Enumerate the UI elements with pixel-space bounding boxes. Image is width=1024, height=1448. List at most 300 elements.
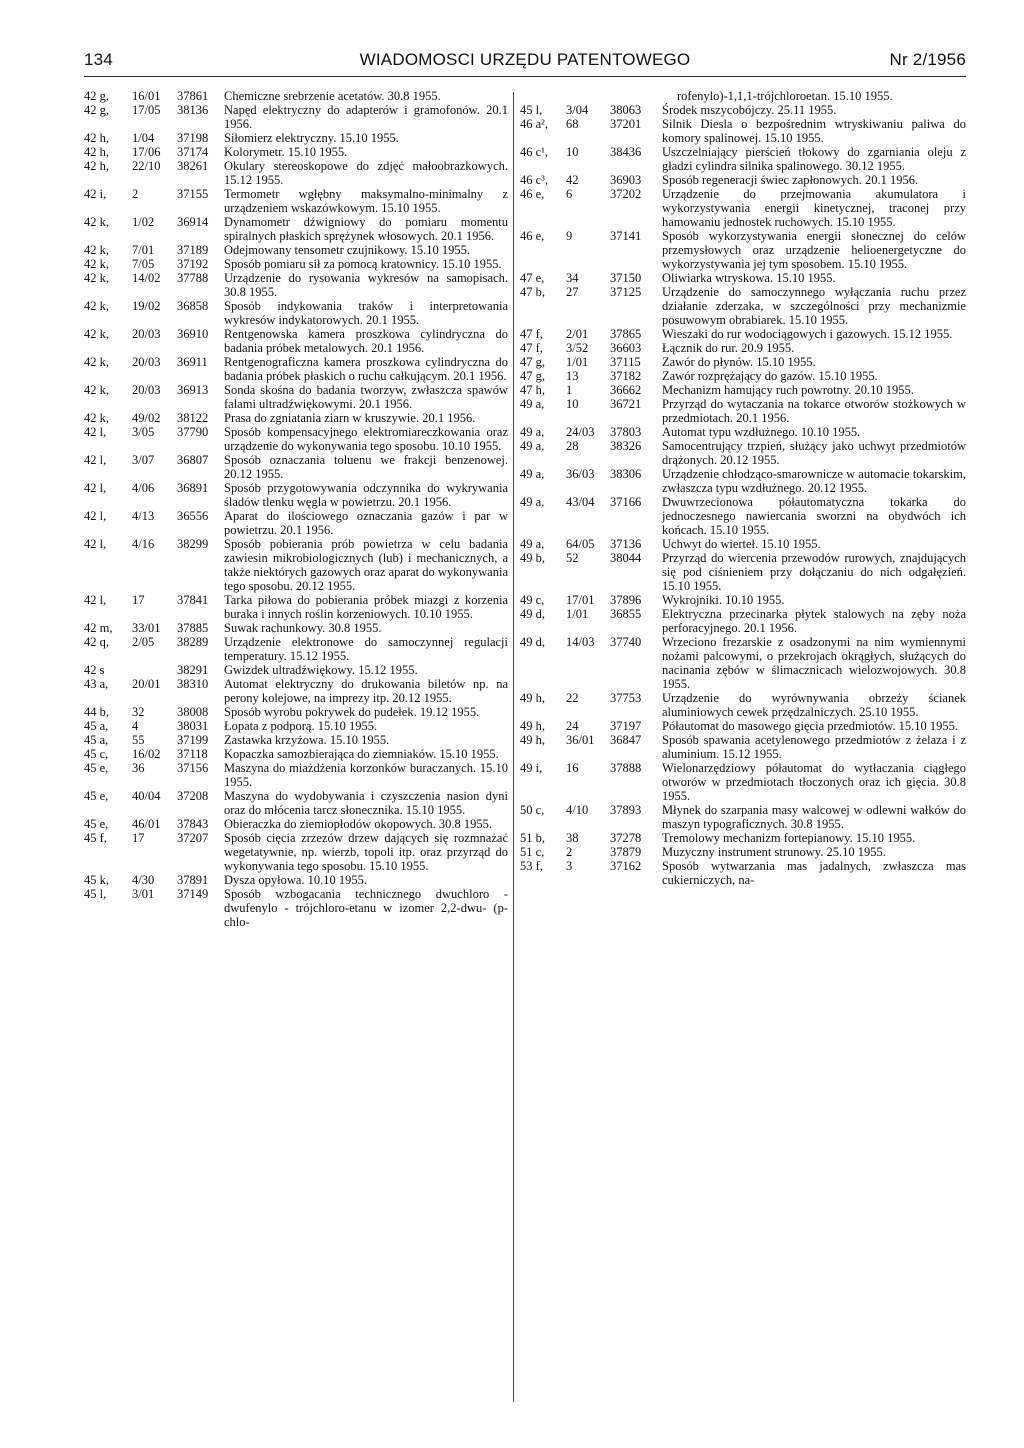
patent-entry xyxy=(84,425,508,453)
patent-title: Sposób indykowania traków i interpretowania wykresów indykatorowych. 20.1 1955. xyxy=(224,299,508,327)
patent-entry xyxy=(84,537,508,593)
patent-number: 37118 xyxy=(177,747,208,761)
patent-class: 47 f, xyxy=(520,327,543,341)
patent-title: Sposób pobierania prób powietrza w celu badania zawiesin mikrobiologicznych (lub) i mechanicznych, a także niektórych gazowych oraz aparat do wykonywania tego sposobu. 20.12 1955. xyxy=(224,537,508,593)
patent-class: 42 l, xyxy=(84,425,107,439)
patent-class: 42 h, xyxy=(84,131,109,145)
patent-entry xyxy=(520,467,966,495)
patent-subclass: 4/16 xyxy=(132,537,155,551)
patent-subclass: 52 xyxy=(566,551,579,565)
patent-entry xyxy=(84,257,508,271)
patent-number: 36903 xyxy=(610,173,642,187)
patent-subclass: 17/06 xyxy=(132,145,161,159)
patent-subclass: 33/01 xyxy=(132,621,161,635)
patent-class: 49 d, xyxy=(520,607,545,621)
patent-subclass: 68 xyxy=(566,117,579,131)
patent-title: Sposób wzbogacania technicznego dwuchloro - dwufenylo - trójchloro-etanu w izomer 2,2-dwu- (p-chlo- xyxy=(224,887,508,929)
patent-subclass: 10 xyxy=(566,397,579,411)
patent-entry xyxy=(84,355,508,383)
patent-number: 36721 xyxy=(610,397,642,411)
patent-title: Sposób oznaczania toluenu we frakcji benzenowej. 20.12 1955. xyxy=(224,453,508,481)
patent-title: Siłomierz elektryczny. 15.10 1955. xyxy=(224,131,399,145)
patent-title: Sposób przygotowywania odczynnika do wykrywania śladów tlenku węgla w powietrzu. 20.1 1956. xyxy=(224,481,508,509)
patent-title: Sonda skośna do badania tworzyw, zwłaszcza spawów falami ultradźwiękowymi. 20.1 1956. xyxy=(224,383,508,411)
patent-number: 38261 xyxy=(177,159,209,173)
patent-entry xyxy=(520,187,966,229)
patent-number: 36603 xyxy=(610,341,642,355)
patent-class: 49 i, xyxy=(520,761,543,775)
patent-class: 46 c³, xyxy=(520,173,549,187)
patent-number: 37197 xyxy=(610,719,642,733)
patent-title: Chemiczne srebrzenie acetatów. 30.8 1955. xyxy=(224,89,441,103)
patent-subclass: 10 xyxy=(566,145,579,159)
page-number: 134 xyxy=(84,50,113,69)
patent-number: 37865 xyxy=(610,327,642,341)
patent-number: 37198 xyxy=(177,131,209,145)
patent-entry xyxy=(84,747,508,761)
patent-number: 36913 xyxy=(177,383,209,397)
patent-class: 45 l, xyxy=(520,103,543,117)
patent-class: 45 f, xyxy=(84,831,107,845)
patent-class: 49 h, xyxy=(520,719,545,733)
patent-number: 37790 xyxy=(177,425,209,439)
patent-number: 37155 xyxy=(177,187,209,201)
patent-subclass: 32 xyxy=(132,705,145,719)
patent-number: 37893 xyxy=(610,803,642,817)
patent-class: 42 q, xyxy=(84,635,109,649)
patent-class: 45 c, xyxy=(84,747,109,761)
patent-entry xyxy=(84,593,508,621)
continuation-text: rofenylo)-1,1,1-trójchloroetan. 15.10 1955. xyxy=(677,89,893,103)
patent-subclass: 40/04 xyxy=(132,789,161,803)
patent-subclass: 1/01 xyxy=(566,355,589,369)
patent-class: 42 i, xyxy=(84,187,107,201)
patent-title: Sposób wykorzystywania energii słonecznej do celów przemysłowych oraz urządzenie helioenergetyczne do wykorzystywania jej tym sposobem. 15.10 1955. xyxy=(662,229,966,271)
patent-number: 37189 xyxy=(177,243,209,257)
patent-entry xyxy=(84,677,508,705)
patent-number: 38326 xyxy=(610,439,642,453)
patent-class: 42 l, xyxy=(84,453,107,467)
patent-subclass: 20/01 xyxy=(132,677,161,691)
patent-class: 49 a, xyxy=(520,467,545,481)
patent-class: 42 k, xyxy=(84,271,109,285)
patent-number: 38289 xyxy=(177,635,209,649)
patent-title: Samocentrujący trzpień, służący jako uchwyt przedmiotów drążonych. 20.12 1955. xyxy=(662,439,966,467)
patent-entry xyxy=(520,537,966,551)
patent-title: Tarka piłowa do pobierania próbek miazgi z korzenia buraka i innych roślin korzeniowych. 10.10 1955. xyxy=(224,593,508,621)
patent-number: 37136 xyxy=(610,537,642,551)
patent-title: Przyrząd do wiercenia przewodów rurowych, znajdujących się pod ciśnieniem przy dołączaniu do nich odgałęzień. 15.10 1955. xyxy=(662,551,966,593)
patent-number: 37166 xyxy=(610,495,642,509)
patent-entry xyxy=(520,117,966,145)
patent-entry xyxy=(520,691,966,719)
patent-class: 49 a, xyxy=(520,439,545,453)
patent-number: 37162 xyxy=(610,859,642,873)
patent-class: 47 b, xyxy=(520,285,545,299)
patent-entry xyxy=(520,369,966,383)
patent-subclass: 7/01 xyxy=(132,243,155,257)
patent-entry xyxy=(520,425,966,439)
patent-number: 38044 xyxy=(610,551,642,565)
patent-number: 37278 xyxy=(610,831,642,845)
patent-number: 38136 xyxy=(177,103,209,117)
patent-title: Muzyczny instrument strunowy. 25.10 1955. xyxy=(662,845,886,859)
patent-class: 42 g, xyxy=(84,89,109,103)
patent-title: Zastawka krzyżowa. 15.10 1955. xyxy=(224,733,390,747)
patent-class: 42 l, xyxy=(84,509,107,523)
patent-number: 37156 xyxy=(177,761,209,775)
patent-entry xyxy=(84,705,508,719)
patent-entry xyxy=(84,131,508,145)
patent-title: Sposób wytwarzania mas jadalnych, zwłaszcza mas cukierniczych, na- xyxy=(662,859,966,887)
patent-number: 37861 xyxy=(177,89,209,103)
patent-entry xyxy=(84,831,508,873)
patent-subclass: 38 xyxy=(566,831,579,845)
patent-entry xyxy=(520,355,966,369)
patent-class: 42 k, xyxy=(84,299,109,313)
right-column xyxy=(520,89,966,887)
patent-class: 45 k, xyxy=(84,873,109,887)
patent-subclass: 17 xyxy=(132,593,145,607)
patent-title: Łopata z podporą. 15.10 1955. xyxy=(224,719,378,733)
patent-entry xyxy=(84,817,508,831)
patent-class: 47 e, xyxy=(520,271,545,285)
patent-subclass: 4/06 xyxy=(132,481,155,495)
patent-subclass: 42 xyxy=(566,173,579,187)
patent-subclass: 2/01 xyxy=(566,327,589,341)
patent-number: 36911 xyxy=(177,355,208,369)
patent-class: 46 e, xyxy=(520,229,545,243)
patent-subclass: 46/01 xyxy=(132,817,161,831)
patent-class: 47 h, xyxy=(520,383,545,397)
patent-title: Wieszaki do rur wodociągowych i gazowych. 15.12 1955. xyxy=(662,327,953,341)
patent-class: 42 k, xyxy=(84,215,109,229)
patent-entry xyxy=(84,89,508,103)
patent-class: 42 k, xyxy=(84,257,109,271)
patent-title: Maszyna do miażdżenia korzonków buraczanych. 15.10 1955. xyxy=(224,761,508,789)
patent-class: 44 b, xyxy=(84,705,109,719)
patent-class: 42 l, xyxy=(84,481,107,495)
patent-title: Mechanizm hamujący ruch powrotny. 20.10 1955. xyxy=(662,383,914,397)
patent-class: 47 g, xyxy=(520,355,545,369)
patent-entry xyxy=(520,551,966,593)
patent-subclass: 16 xyxy=(566,761,579,775)
patent-subclass: 1/02 xyxy=(132,215,155,229)
patent-title: Odejmowany tensometr czujnikowy. 15.10 1955. xyxy=(224,243,471,257)
patent-title: Silnik Diesla o bezpośrednim wtryskiwaniu paliwa do komory spalinowej. 15.10 1955. xyxy=(662,117,966,145)
patent-subclass: 3/04 xyxy=(566,103,589,117)
patent-class: 49 h, xyxy=(520,733,545,747)
patent-subclass: 16/02 xyxy=(132,747,161,761)
patent-entry xyxy=(84,481,508,509)
patent-entry xyxy=(84,663,508,677)
patent-title: Półautomat do masowego gięcia przedmiotów. 15.10 1955. xyxy=(662,719,959,733)
patent-entry xyxy=(520,845,966,859)
patent-subclass: 17/05 xyxy=(132,103,161,117)
patent-title: Tremolowy mechanizm fortepianowy. 15.10 1955. xyxy=(662,831,916,845)
patent-entry xyxy=(520,831,966,845)
patent-subclass: 14/02 xyxy=(132,271,161,285)
patent-title: Oliwiarka wtryskowa. 15.10 1955. xyxy=(662,271,836,285)
patent-subclass: 28 xyxy=(566,439,579,453)
patent-number: 37141 xyxy=(610,229,642,243)
patent-number: 36847 xyxy=(610,733,642,747)
patent-title: Wrzeciono frezarskie z osadzonymi na nim wymiennymi nożami palcowymi, o przekrojach okrągłych, służących do nacinania zębów w ślimacznicach wielozwojowych. 30.8 1955. xyxy=(662,635,966,691)
patent-entry xyxy=(520,859,966,887)
patent-number: 36910 xyxy=(177,327,209,341)
patent-number: 38008 xyxy=(177,705,209,719)
patent-title: Dynamometr dźwigniowy do pomiaru momentu spiralnych płaskich sprężynek włosowych. 20.1 1956. xyxy=(224,215,508,243)
patent-title: Zawór do płynów. 15.10 1955. xyxy=(662,355,816,369)
patent-title: Uchwyt do wierteł. 15.10 1955. xyxy=(662,537,821,551)
patent-subclass: 4/30 xyxy=(132,873,155,887)
patent-subclass: 36/01 xyxy=(566,733,595,747)
column-divider xyxy=(513,92,514,1402)
patent-title: Wykrojniki. 10.10 1955. xyxy=(662,593,785,607)
patent-subclass: 24 xyxy=(566,719,579,733)
patent-entry xyxy=(84,411,508,425)
patent-subclass: 14/03 xyxy=(566,635,595,649)
patent-entry xyxy=(84,187,508,215)
patent-entry xyxy=(520,635,966,691)
patent-entry xyxy=(84,887,508,929)
patent-entry xyxy=(84,103,508,131)
patent-number: 37888 xyxy=(610,761,642,775)
patent-entry xyxy=(520,439,966,467)
patent-class: 49 h, xyxy=(520,691,545,705)
patent-subclass: 17/01 xyxy=(566,593,595,607)
patent-number: 37182 xyxy=(610,369,642,383)
patent-subclass: 3/05 xyxy=(132,425,155,439)
patent-number: 38063 xyxy=(610,103,642,117)
patent-class: 49 a, xyxy=(520,495,545,509)
patent-class: 45 a, xyxy=(84,733,109,747)
patent-class: 49 c, xyxy=(520,593,545,607)
patent-subclass: 3/52 xyxy=(566,341,589,355)
patent-class: 49 b, xyxy=(520,551,545,565)
patent-title: Urządzenie chłodząco-smarownicze w automacie tokarskim, zwłaszcza typu wzdłużnego. 20.12 1955. xyxy=(662,467,966,495)
patent-number: 37891 xyxy=(177,873,209,887)
patent-subclass: 16/01 xyxy=(132,89,161,103)
patent-class: 49 a, xyxy=(520,537,545,551)
patent-title: Sposób kompensacyjnego elektromiareczkowania oraz urządzenie do wykonywania tego sposobu. 10.10 1955. xyxy=(224,425,508,453)
patent-class: 50 c, xyxy=(520,803,545,817)
patent-number: 36556 xyxy=(177,509,209,523)
patent-class: 42 g, xyxy=(84,103,109,117)
patent-entry xyxy=(520,229,966,271)
patent-class: 53 f, xyxy=(520,859,543,873)
patent-number: 38306 xyxy=(610,467,642,481)
patent-number: 38436 xyxy=(610,145,642,159)
patent-number: 36662 xyxy=(610,383,642,397)
patent-class: 42 l, xyxy=(84,593,107,607)
patent-class: 42 h, xyxy=(84,159,109,173)
patent-class: 46 c¹, xyxy=(520,145,549,159)
patent-subclass: 22/10 xyxy=(132,159,161,173)
patent-entry xyxy=(520,719,966,733)
patent-subclass: 1 xyxy=(566,383,573,397)
patent-class: 46 a², xyxy=(520,117,549,131)
patent-title: Uszczelniający pierścień tłokowy do zgarniania oleju z gładzi cylindra silnika spalinowego. 30.12 1955. xyxy=(662,145,966,173)
patent-entry xyxy=(520,341,966,355)
patent-class: 45 e, xyxy=(84,817,109,831)
patent-subclass: 3/01 xyxy=(132,887,155,901)
patent-title: Okulary stereoskopowe do zdjęć małoobrazkowych. 15.12 1955. xyxy=(224,159,508,187)
patent-class: 42 k, xyxy=(84,411,109,425)
patent-subclass: 22 xyxy=(566,691,579,705)
patent-number: 37843 xyxy=(177,817,209,831)
patent-subclass: 64/05 xyxy=(566,537,595,551)
patent-subclass: 20/03 xyxy=(132,327,161,341)
patent-number: 37208 xyxy=(177,789,209,803)
patent-entry xyxy=(84,733,508,747)
patent-title: Suwak rachunkowy. 30.8 1955. xyxy=(224,621,382,635)
patent-class: 49 a, xyxy=(520,397,545,411)
patent-class: 42 k, xyxy=(84,327,109,341)
patent-class: 49 a, xyxy=(520,425,545,439)
patent-number: 38291 xyxy=(177,663,209,677)
left-column xyxy=(84,89,508,929)
patent-subclass: 2 xyxy=(132,187,139,201)
patent-entry xyxy=(84,789,508,817)
patent-class: 45 a, xyxy=(84,719,109,733)
patent-entry xyxy=(84,635,508,663)
patent-subclass: 49/02 xyxy=(132,411,161,425)
patent-class: 45 e, xyxy=(84,761,109,775)
patent-entry xyxy=(520,803,966,831)
patent-class: 47 g, xyxy=(520,369,545,383)
patent-number: 37125 xyxy=(610,285,642,299)
patent-number: 37150 xyxy=(610,271,642,285)
patent-number: 37174 xyxy=(177,145,209,159)
patent-number: 36914 xyxy=(177,215,209,229)
patent-number: 37788 xyxy=(177,271,209,285)
patent-title: Dysza opyłowa. 10.10 1955. xyxy=(224,873,368,887)
patent-title: Dwuwrzecionowa półautomatyczna tokarka do jednoczesnego nawiercania sworzni na obydwóch ich końcach. 15.10 1955. xyxy=(662,495,966,537)
patent-subclass: 19/02 xyxy=(132,299,161,313)
patent-number: 38031 xyxy=(177,719,209,733)
patent-subclass: 27 xyxy=(566,285,579,299)
patent-number: 36855 xyxy=(610,607,642,621)
patent-title: Sposób pomiaru sił za pomocą kratownicy. 15.10 1955. xyxy=(224,257,502,271)
patent-number: 37202 xyxy=(610,187,642,201)
patent-title: Urządzenie elektronowe do samoczynnej regulacji temperatury. 15.12 1955. xyxy=(224,635,508,663)
patent-subclass: 36/03 xyxy=(566,467,595,481)
patent-title: Rentgenograficzna kamera proszkowa cylindryczna do badania próbek płaskich o ruchu całkującym. 20.1 1956. xyxy=(224,355,508,383)
patent-title: Gwizdek ultradźwiękowy. 15.12 1955. xyxy=(224,663,418,677)
patent-subclass: 24/03 xyxy=(566,425,595,439)
patent-subclass: 1/04 xyxy=(132,131,155,145)
patent-entry xyxy=(84,271,508,299)
patent-class: 46 e, xyxy=(520,187,545,201)
patent-entry xyxy=(84,621,508,635)
patent-entry xyxy=(84,761,508,789)
patent-entry xyxy=(520,145,966,173)
patent-class: 42 s xyxy=(84,663,105,677)
patent-number: 37753 xyxy=(610,691,642,705)
patent-number: 37879 xyxy=(610,845,642,859)
patent-title: Napęd elektryczny do adapterów i gramofonów. 20.1 1956. xyxy=(224,103,508,131)
patent-entry xyxy=(520,271,966,285)
patent-subclass: 43/04 xyxy=(566,495,595,509)
patent-subclass: 2/05 xyxy=(132,635,155,649)
patent-title: Kolorymetr. 15.10 1955. xyxy=(224,145,348,159)
patent-class: 47 f, xyxy=(520,341,543,355)
patent-title: Sposób spawania acetylenowego przedmiotów z żelaza i z aluminium. 15.12 1955. xyxy=(662,733,966,761)
patent-number: 37199 xyxy=(177,733,209,747)
patent-entry xyxy=(520,103,966,117)
patent-subclass: 36 xyxy=(132,761,145,775)
patent-number: 37740 xyxy=(610,635,642,649)
patent-entry xyxy=(520,761,966,803)
patent-number: 37841 xyxy=(177,593,209,607)
patent-entry xyxy=(520,383,966,397)
patent-entry xyxy=(520,733,966,761)
patent-entry xyxy=(520,397,966,425)
patent-subclass: 3 xyxy=(566,859,573,873)
patent-subclass: 1/01 xyxy=(566,607,589,621)
patent-subclass: 6 xyxy=(566,187,573,201)
patent-title: Urządzenie do wyrównywania obrzeży ścianek aluminiowych cewek przędzalniczych. 25.10 1955. xyxy=(662,691,966,719)
patent-entry xyxy=(520,607,966,635)
page-header xyxy=(84,50,966,77)
patent-title: Sposób regeneracji świec zapłonowych. 20.1 1956. xyxy=(662,173,919,187)
journal-title: WIADOMOSCI URZĘDU PATENTOWEGO xyxy=(359,50,691,69)
patent-number: 37115 xyxy=(610,355,641,369)
patent-class: 42 k, xyxy=(84,383,109,397)
patent-entry xyxy=(84,383,508,411)
patent-number: 37201 xyxy=(610,117,642,131)
patent-title: Elektryczna przecinarka płytek stalowych na zęby noża perforacyjnego. 20.1 1956. xyxy=(662,607,966,635)
patent-title: Maszyna do wydobywania i czyszczenia nasion dyni oraz do młócenia tarcz słonecznika. 15.10 1955. xyxy=(224,789,508,817)
patent-entry xyxy=(84,145,508,159)
patent-entry xyxy=(84,299,508,327)
patent-class: 42 k, xyxy=(84,243,109,257)
patent-number: 37885 xyxy=(177,621,209,635)
patent-number: 37192 xyxy=(177,257,209,271)
patent-class: 45 l, xyxy=(84,887,107,901)
patent-number: 36891 xyxy=(177,481,209,495)
patent-class: 42 h, xyxy=(84,145,109,159)
patent-subclass: 2 xyxy=(566,845,573,859)
patent-number: 38299 xyxy=(177,537,209,551)
patent-subclass: 4 xyxy=(132,719,139,733)
patent-entry xyxy=(520,327,966,341)
patent-title: Młynek do szarpania masy walcowej w odlewni wałków do maszyn typograficznych. 30.8 1955. xyxy=(662,803,966,831)
patent-title: Wielonarzędziowy półautomat do wytłaczania ciągłego otworów w przedmiotach tłoczonych oraz ich gięcia. 30.8 1955. xyxy=(662,761,966,803)
patent-title: Aparat do ilościowego oznaczania gazów i par w powietrzu. 20.1 1956. xyxy=(224,509,508,537)
patent-class: 42 l, xyxy=(84,537,107,551)
issue-number: Nr 2/1956 xyxy=(889,50,966,69)
patent-subclass: 20/03 xyxy=(132,383,161,397)
patent-title: Urządzenie do rysowania wykresów na samopisach. 30.8 1955. xyxy=(224,271,508,299)
patent-number: 36807 xyxy=(177,453,209,467)
patent-entry xyxy=(520,593,966,607)
patent-class: 43 a, xyxy=(84,677,109,691)
patent-class: 51 c, xyxy=(520,845,545,859)
patent-entry xyxy=(84,509,508,537)
patent-number: 36858 xyxy=(177,299,209,313)
patent-number: 37149 xyxy=(177,887,209,901)
patent-subclass: 34 xyxy=(566,271,579,285)
patent-entry xyxy=(84,719,508,733)
patent-subclass: 17 xyxy=(132,831,145,845)
patent-title: Automat typu wzdłużnego. 10.10 1955. xyxy=(662,425,861,439)
patent-title: Sposób cięcia zrzezów drzew dających się rozmnażać wegetatywnie, np. wierzb, topoli itp. oraz przyrząd do wykonywania tego sposobu. 15.10 1955. xyxy=(224,831,508,873)
patent-entry xyxy=(520,173,966,187)
patent-title: Urządzenie do przejmowania akumulatora i wykorzystywania energii kinetycznej, traconej przy hamowaniu jednostek ruchowych. 15.10 1955. xyxy=(662,187,966,229)
patent-entry xyxy=(84,327,508,355)
